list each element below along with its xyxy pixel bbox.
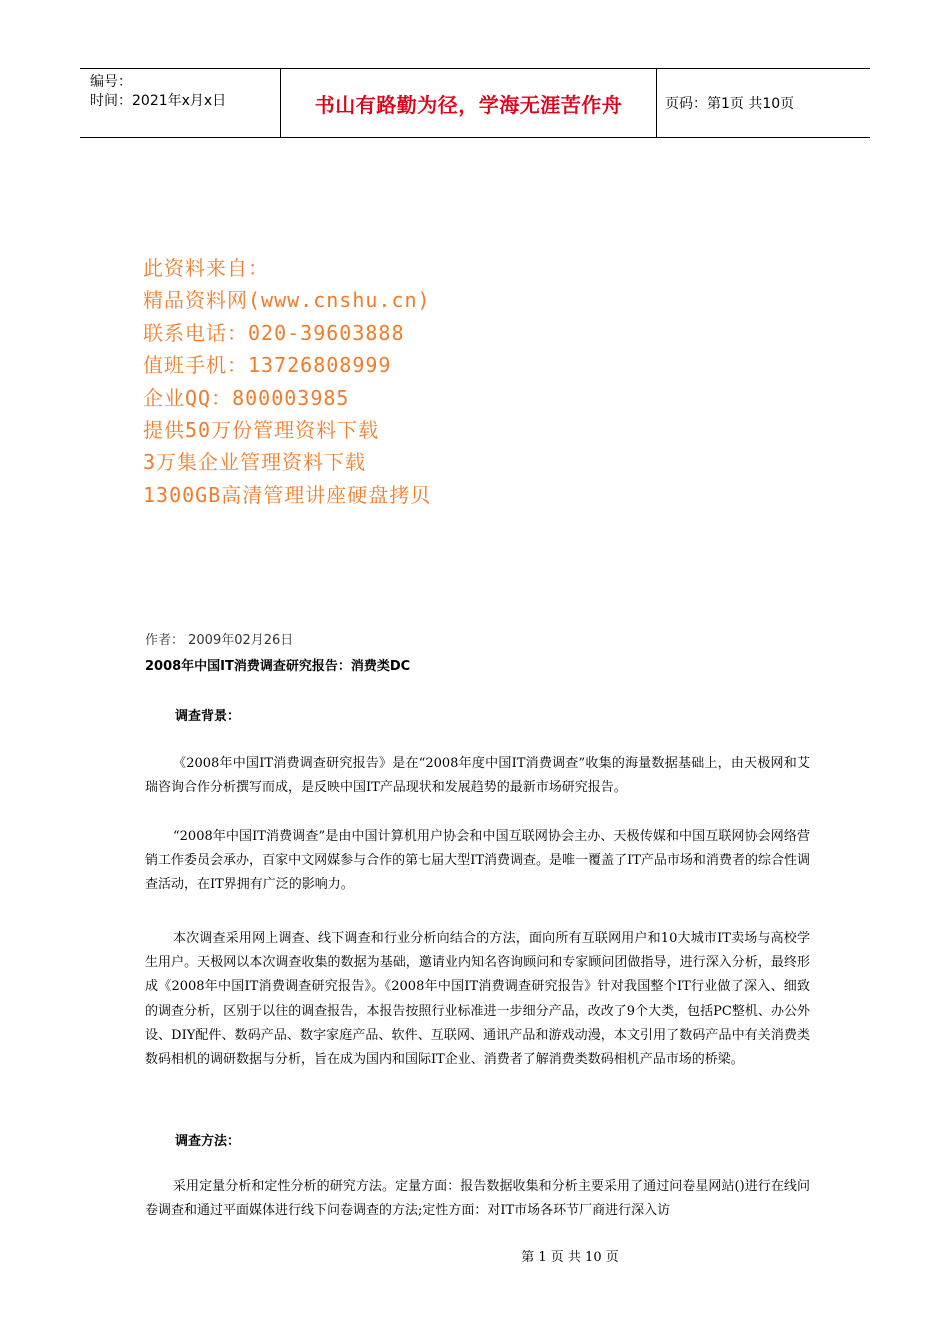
time-label: 时间：2021年x月x日 [90,93,227,109]
ad-line: 企业QQ：800003985 [143,385,350,410]
page-info: 页码：第1页 共10页 [665,96,795,112]
paragraph: 采用定量分析和定性分析的研究方法。定量方面：报告数据收集和分析主要采用了通过问卷星网站()进行在线问卷调查和通过平面媒体进行线下问卷调查的方法;定性方面：对IT市场各环节厂商进行深入访 [145,1179,810,1219]
header-motto-cell [281,69,657,137]
header-page-cell [657,69,870,137]
header-left-cell [80,69,281,137]
ad-block [143,252,431,511]
header-table [80,68,870,138]
ad-line: 1300GB高清管理讲座硬盘拷贝 [143,482,432,507]
page-footer [0,1246,950,1265]
ad-line: 联系电话：020-39603888 [143,320,405,345]
ad-line: 值班手机：13726808999 [143,353,392,378]
paragraph: 《2008年中国IT消费调查研究报告》是在“2008年度中国IT消费调查”收集的海量数据基础上，由天极网和艾瑞咨询合作分析撰写而成，是反映中国IT产品现状和发展趋势的最新市场研究报告。 [145,756,810,796]
serial-label: 编号： [90,74,132,90]
motto-text: 书山有路勤为径，学海无涯苦作舟 [314,92,623,117]
section-heading-method: 调查方法： [175,1134,241,1149]
section-heading-background: 调查背景： [175,709,241,724]
ad-line: 提供50万份管理资料下载 [143,417,380,442]
article-meta: 作者： 2009年02月26日 [145,633,294,648]
paragraph: “2008年中国IT消费调查”是由中国计算机用户协会和中国互联网协会主办、天极传媒和中国互联网协会网络营销工作委员会承办，百家中文网媒参与合作的第七届大型IT消费调查。是唯一覆盖了IT产品市场和消费者的综合性调查活动，在IT界拥有广泛的影响力。 [145,829,810,893]
footer-page-number: 第 1 页 共 10 页 [521,1250,619,1265]
paragraph: 本次调查采用网上调查、线下调查和行业分析向结合的方法，面向所有互联网用户和10大城市IT卖场与高校学生用户。天极网以本次调查收集的数据为基础，邀请业内知名咨询顾问和专家顾问团做指导，进行深入分析，最终形成《2008年中国IT消费调查研究报告》。《2008年中国IT消费调查研究报告》针对我国整个IT行业做了深入、细致的调查分析，区别于以往的调查报告，本报告按照行业标准进一步细分产品，改改了9个大类，包括PC整机、办公外设、DIY配件、数码产品、数字家庭产品、软件、互联网、通讯产品和游戏动漫，本文引用了数码产品中有关消费类数码相机的调研数据与分析，旨在成为国内和国际IT企业、消费者了解消费类数码相机产品市场的桥梁。 [145,931,810,1068]
ad-line: 此资料来自： [143,256,269,280]
ad-line: 3万集企业管理资料下载 [143,450,367,475]
ad-line: 精品资料网(www.cnshu.cn) [143,288,431,313]
article-title: 2008年中国IT消费调查研究报告：消费类DC [145,659,411,674]
